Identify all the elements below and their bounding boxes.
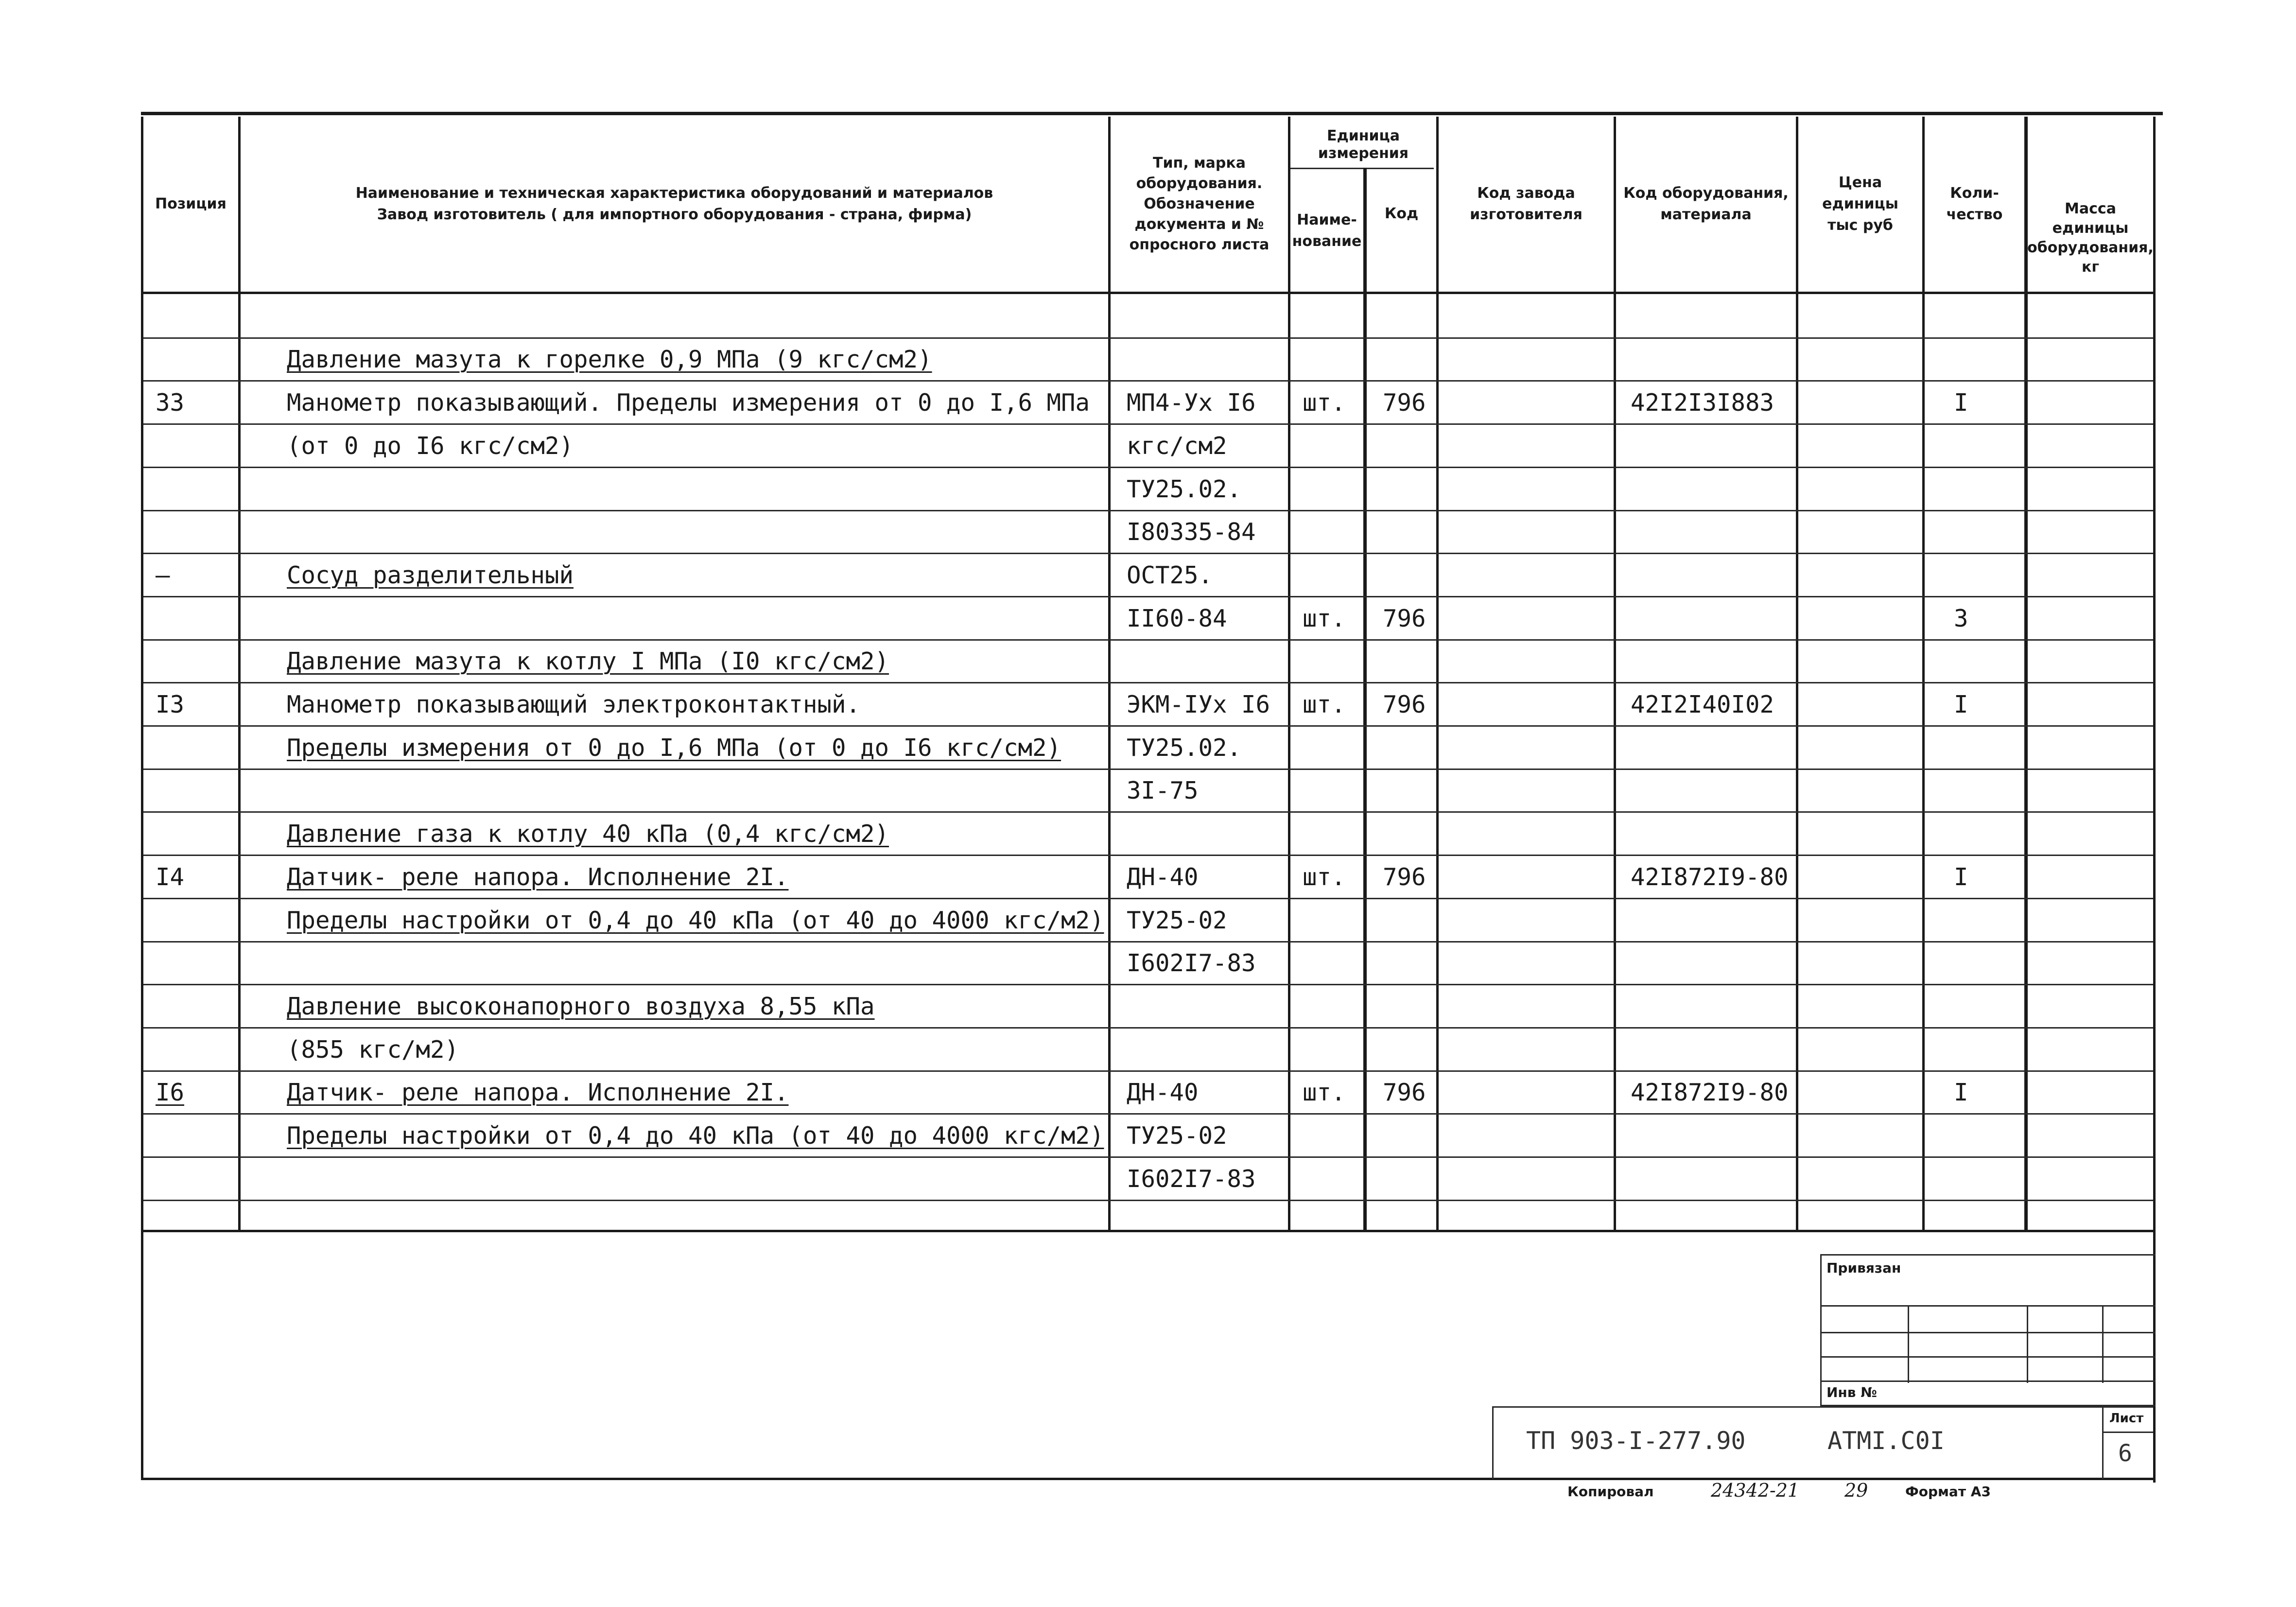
row-line — [143, 855, 2153, 856]
tb-line-4 — [1820, 1380, 2156, 1382]
row-line — [143, 984, 2153, 985]
tb-top-line — [1820, 1254, 2156, 1256]
frame-right-line — [2153, 117, 2156, 1483]
row-line — [143, 596, 2153, 597]
tb-line-3 — [1820, 1356, 2156, 1358]
row-pos: – — [156, 561, 170, 589]
unit-group-line — [1288, 168, 1434, 169]
row-name: (855 кгс/м2) — [287, 1036, 459, 1064]
row-line — [143, 1156, 2153, 1158]
row-name: Давление мазута к котлу I МПа (I0 кгс/см2) — [287, 647, 889, 675]
tb-attached-label: Привязан — [1826, 1260, 1901, 1276]
row-code: 796 — [1383, 605, 1426, 632]
row-name: Пределы настройки от 0,4 до 40 кПа (от 40 до 4000 кгс/м2) — [287, 907, 1104, 934]
row-unit: шт. — [1303, 389, 1346, 417]
header-position: Позиция — [155, 195, 226, 212]
row-qty: I — [1954, 1079, 1968, 1106]
row-name: Пределы настройки от 0,4 до 40 кПа (от 40 до 4000 кгс/м2) — [287, 1122, 1104, 1150]
header-price: Цена единицы тыс руб — [1822, 174, 1898, 234]
row-type: ТУ25-02 — [1127, 907, 1227, 934]
header-bottom-line — [141, 292, 2156, 294]
row-equip: 42I872I9-80 — [1631, 1079, 1789, 1106]
tb-left-line — [1820, 1254, 1822, 1405]
row-name: Манометр показывающий. Пределы измерения от 0 до I,6 МПа — [287, 389, 1090, 417]
frame-left-line — [141, 117, 143, 1478]
row-qty: I — [1954, 691, 1968, 718]
row-line — [143, 553, 2153, 554]
row-line — [143, 1200, 2153, 1201]
footer-num: 29 — [1844, 1480, 1868, 1501]
sheet-number: 6 — [2118, 1440, 2132, 1467]
row-type: ОСТ25. — [1127, 561, 1213, 589]
tb-vline-3 — [2102, 1305, 2104, 1383]
row-type: I602I7-83 — [1127, 949, 1256, 977]
row-name: Датчик- реле напора. Исполнение 2I. — [287, 863, 789, 891]
col-line-qty — [2024, 117, 2028, 1230]
header-factory-code: Код завода изготовителя — [1470, 185, 1583, 223]
row-line — [143, 380, 2153, 382]
header-unit-name: Наиме- нование — [1292, 211, 1362, 250]
row-name: Манометр показывающий электроконтактный. — [287, 691, 861, 718]
row-line — [143, 467, 2153, 468]
row-pos: 33 — [156, 389, 185, 417]
row-line — [143, 898, 2153, 899]
row-unit: шт. — [1303, 863, 1346, 891]
tb-vline-2 — [2027, 1305, 2028, 1383]
row-type: ТУ25.02. — [1127, 734, 1242, 762]
row-line — [143, 811, 2153, 813]
frame-top-line — [141, 112, 2163, 115]
row-type: ДН-40 — [1127, 1079, 1199, 1106]
row-type: МП4-Ух I6 — [1127, 389, 1256, 417]
row-type: ЭКМ-IУх I6 — [1127, 691, 1270, 718]
footer-copied: Копировал — [1567, 1484, 1654, 1500]
tb-inv-label: Инв № — [1826, 1384, 1877, 1400]
row-line — [143, 337, 2153, 339]
row-pos: I3 — [156, 691, 185, 718]
row-qty: I — [1954, 863, 1968, 891]
row-name: (от 0 до I6 кгс/см2) — [287, 432, 574, 460]
row-type: ДН-40 — [1127, 863, 1199, 891]
row-line — [143, 1113, 2153, 1115]
doc-number: ТП 903-I-277.90 — [1526, 1427, 1746, 1455]
row-line — [143, 1027, 2153, 1029]
doc-code: АТМI.С0I — [1827, 1427, 1945, 1455]
table-bottom-line — [141, 1230, 2156, 1232]
row-name: Давление газа к котлу 40 кПа (0,4 кгс/см2) — [287, 820, 889, 848]
row-line — [143, 639, 2153, 641]
row-name: Давление мазута к горелке 0,9 МПа (9 кгс/см2) — [287, 346, 932, 373]
row-code: 796 — [1383, 863, 1426, 891]
footer-format: Формат А3 — [1905, 1484, 1991, 1500]
sheet-box-left — [2102, 1406, 2104, 1479]
row-name: Сосуд разделительный — [287, 561, 574, 589]
row-name: Давление высоконапорного воздуха 8,55 кПа — [287, 993, 875, 1020]
header-qty: Коли- чество — [1946, 185, 2003, 223]
row-name: Датчик- реле напора. Исполнение 2I. — [287, 1079, 789, 1106]
row-qty: I — [1954, 389, 1968, 417]
header-name: Наименование и техническая характеристика оборудований и материалов Завод изготовитель ( для импортного оборудования - страна, фирма) — [355, 185, 993, 223]
doc-box-top — [1492, 1406, 2153, 1408]
header-type: Тип, марка оборудования. Обозначение документа и № опросного листа — [1129, 155, 1270, 253]
row-line — [143, 1070, 2153, 1072]
row-qty: 3 — [1954, 605, 1968, 632]
tb-vline-1 — [1908, 1305, 1909, 1383]
row-line — [143, 769, 2153, 770]
row-line — [143, 725, 2153, 727]
tb-line-1 — [1820, 1305, 2156, 1307]
header-unit-code: Код — [1384, 205, 1419, 222]
row-code: 796 — [1383, 1079, 1426, 1106]
footer-order: 24342-21 — [1711, 1480, 1800, 1501]
row-line — [143, 682, 2153, 683]
row-name: Пределы измерения от 0 до I,6 МПа (от 0 до I6 кгс/см2) — [287, 734, 1061, 762]
row-code: 796 — [1383, 389, 1426, 417]
row-unit: шт. — [1303, 605, 1346, 632]
row-type: II60-84 — [1127, 605, 1227, 632]
row-equip: 42I872I9-80 — [1631, 863, 1789, 891]
row-equip: 42I2I3I883 — [1631, 389, 1774, 417]
header-equip-code: Код оборудования, материала — [1623, 185, 1789, 223]
row-type: ТУ25.02. — [1127, 475, 1242, 503]
row-unit: шт. — [1303, 1079, 1346, 1106]
row-code: 796 — [1383, 691, 1426, 718]
header-mass: Масса единицы оборудования, кг — [2027, 200, 2154, 276]
row-type: кгс/см2 — [1127, 432, 1227, 460]
row-type: I602I7-83 — [1127, 1165, 1256, 1193]
row-line — [143, 510, 2153, 511]
header-unit: Единица измерения — [1318, 127, 1409, 162]
sheet-label: Лист — [2109, 1411, 2144, 1426]
tb-line-2 — [1820, 1332, 2156, 1333]
row-line — [143, 941, 2153, 943]
sheet-box-mid — [2102, 1432, 2153, 1433]
row-line — [143, 423, 2153, 425]
row-pos: I6 — [156, 1079, 185, 1106]
row-equip: 42I2I40I02 — [1631, 691, 1774, 718]
row-unit: шт. — [1303, 691, 1346, 718]
row-type: I80335-84 — [1127, 518, 1256, 546]
row-type: ТУ25-02 — [1127, 1122, 1227, 1150]
row-pos: I4 — [156, 863, 185, 891]
doc-box-left — [1492, 1406, 1494, 1479]
row-type: 3I-75 — [1127, 777, 1199, 804]
